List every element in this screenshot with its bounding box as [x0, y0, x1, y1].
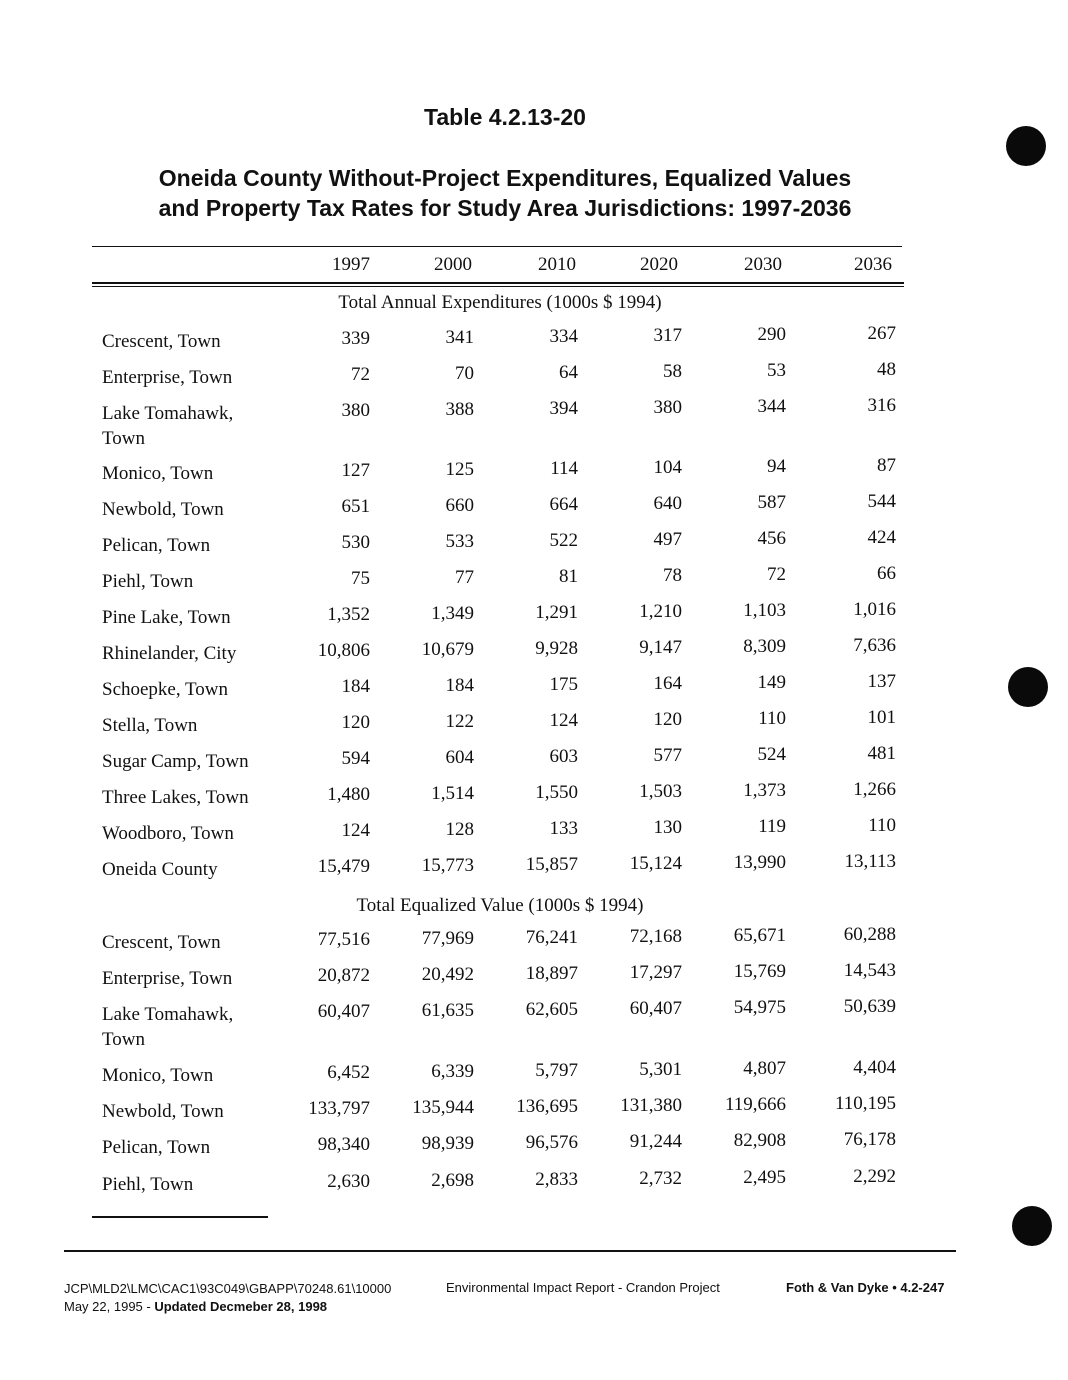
table-cell: 8,309	[743, 636, 786, 657]
table-cell: 660	[445, 495, 474, 516]
table-cell: 110	[758, 708, 786, 729]
table-cell: 524	[757, 744, 786, 765]
row-label: Crescent, Town	[102, 932, 221, 953]
table-cell: 594	[341, 748, 370, 769]
table-cell: 48	[877, 359, 896, 380]
table-cell: 481	[867, 743, 896, 764]
table-end-rule	[92, 1216, 268, 1218]
table-cell: 130	[653, 817, 682, 838]
year-header: 2020	[640, 254, 678, 275]
header-double-rule	[92, 286, 904, 287]
row-label: Woodboro, Town	[102, 823, 234, 844]
table-cell: 339	[341, 328, 370, 349]
table-cell: 530	[341, 532, 370, 553]
table-cell: 131,380	[620, 1095, 682, 1116]
table-cell: 72	[351, 364, 370, 385]
table-cell: 533	[445, 531, 474, 552]
table-cell: 72,168	[629, 926, 682, 947]
table-cell: 76,178	[843, 1129, 896, 1150]
table-cell: 135,944	[412, 1097, 474, 1118]
table-cell: 114	[550, 458, 578, 479]
table-cell: 317	[653, 325, 682, 346]
table-cell: 604	[445, 747, 474, 768]
table-cell: 15,769	[733, 961, 786, 982]
table-cell: 66	[877, 563, 896, 584]
row-label: Piehl, Town	[102, 571, 194, 592]
table-cell: 267	[867, 323, 896, 344]
table-cell: 1,210	[639, 601, 682, 622]
table-cell: 91,244	[629, 1131, 682, 1152]
footer-report: Environmental Impact Report - Crandon Project	[446, 1280, 720, 1295]
table-cell: 2,292	[853, 1166, 896, 1187]
table-cell: 380	[653, 397, 682, 418]
row-label: Pelican, Town	[102, 1137, 211, 1158]
table-cell: 334	[549, 326, 578, 347]
table-cell: 1,480	[327, 784, 370, 805]
table-cell: 110,195	[834, 1093, 896, 1114]
table-cell: 62,605	[525, 999, 578, 1020]
table-cell: 4,404	[853, 1057, 896, 1078]
table-cell: 394	[549, 398, 578, 419]
table-cell: 164	[653, 673, 682, 694]
row-label: Schoepke, Town	[102, 679, 229, 700]
table-cell: 82,908	[733, 1130, 786, 1151]
table-cell: 13,990	[733, 852, 786, 873]
table-cell: 60,288	[843, 924, 896, 945]
section-header-expenditures: Total Annual Expenditures (1000s $ 1994)	[338, 292, 662, 313]
table-cell: 133,797	[308, 1098, 370, 1119]
table-cell: 77,969	[421, 928, 474, 949]
table-cell: 124	[549, 710, 578, 731]
table-cell: 6,339	[431, 1061, 474, 1082]
table-cell: 87	[877, 455, 896, 476]
table-cell: 119	[758, 816, 786, 837]
table-cell: 125	[445, 459, 474, 480]
row-label: Newbold, Town	[102, 499, 224, 520]
table-cell: 9,928	[535, 638, 578, 659]
title-line-1: Oneida County Without-Project Expenditures, Equalized Values	[158, 165, 852, 191]
table-cell: 98,939	[421, 1133, 474, 1154]
table-cell: 133	[549, 818, 578, 839]
table-cell: 587	[757, 492, 786, 513]
table-cell: 119,666	[724, 1094, 786, 1115]
table-cell: 2,698	[431, 1170, 474, 1191]
table-cell: 1,016	[853, 599, 896, 620]
table-title	[0, 163, 1010, 223]
table-cell: 122	[445, 711, 474, 732]
row-label: Enterprise, Town	[102, 968, 233, 989]
table-cell: 104	[653, 457, 682, 478]
table-cell: 664	[549, 494, 578, 515]
row-label: Enterprise, Town	[102, 367, 233, 388]
table-cell: 136,695	[516, 1096, 578, 1117]
table-cell: 1,503	[639, 781, 682, 802]
table-cell: 6,452	[327, 1062, 370, 1083]
table-cell: 101	[867, 707, 896, 728]
footer-dates: May 22, 1995 -	[64, 1299, 155, 1314]
table-cell: 184	[341, 676, 370, 697]
footer-rule	[64, 1250, 956, 1252]
table-cell: 124	[341, 820, 370, 841]
row-label: Stella, Town	[102, 715, 198, 736]
table-cell: 577	[653, 745, 682, 766]
table-cell: 61,635	[421, 1000, 474, 1021]
table-cell: 651	[341, 496, 370, 517]
binder-hole	[1006, 126, 1046, 166]
table-cell: 456	[757, 528, 786, 549]
table-cell: 60,407	[317, 1001, 370, 1022]
year-header: 2010	[538, 254, 576, 275]
table-cell: 53	[767, 360, 786, 381]
table-cell: 50,639	[843, 996, 896, 1017]
table-cell: 98,340	[317, 1134, 370, 1155]
table-cell: 380	[341, 400, 370, 421]
table-cell: 120	[653, 709, 682, 730]
table-cell: 15,773	[421, 855, 474, 876]
table-cell: 5,301	[639, 1059, 682, 1080]
row-label: Lake Tomahawk, Town	[102, 1004, 234, 1050]
table-cell: 81	[559, 566, 578, 587]
table-cell: 388	[445, 399, 474, 420]
table-cell: 128	[445, 819, 474, 840]
table-cell: 110	[868, 815, 896, 836]
table-cell: 72	[767, 564, 786, 585]
row-label: Lake Tomahawk, Town	[102, 403, 234, 449]
table-cell: 76,241	[525, 927, 578, 948]
table-cell: 544	[867, 491, 896, 512]
table-cell: 15,479	[317, 856, 370, 877]
row-label: Monico, Town	[102, 463, 214, 484]
table-cell: 120	[341, 712, 370, 733]
row-label: Piehl, Town	[102, 1174, 194, 1195]
row-label: Oneida County	[102, 859, 218, 880]
table-cell: 341	[445, 327, 474, 348]
table-cell: 75	[351, 568, 370, 589]
table-cell: 58	[663, 361, 682, 382]
table-number: Table 4.2.13-20	[424, 104, 586, 130]
header-double-rule	[92, 282, 904, 284]
row-label: Rhinelander, City	[102, 643, 237, 664]
table-cell: 94	[767, 456, 786, 477]
table-cell: 424	[867, 527, 896, 548]
table-cell: 60,407	[629, 998, 682, 1019]
title-line-2: and Property Tax Rates for Study Area Jurisdictions: 1997-2036	[158, 195, 852, 221]
table-cell: 1,266	[853, 779, 896, 800]
row-label: Pine Lake, Town	[102, 607, 231, 628]
table-cell: 2,732	[639, 1168, 682, 1189]
table-cell: 184	[445, 675, 474, 696]
table-cell: 20,872	[317, 965, 370, 986]
table-cell: 15,124	[629, 853, 682, 874]
table-cell: 14,543	[843, 960, 896, 981]
table-cell: 640	[653, 493, 682, 514]
table-cell: 5,797	[535, 1060, 578, 1081]
table-cell: 64	[559, 362, 578, 383]
footer-page: Foth & Van Dyke • 4.2-247	[786, 1280, 945, 1295]
table-cell: 1,352	[327, 604, 370, 625]
section-header-equalized-value: Total Equalized Value (1000s $ 1994)	[356, 895, 644, 916]
table-cell: 497	[653, 529, 682, 550]
table-cell: 2,833	[535, 1169, 578, 1190]
table-cell: 4,807	[743, 1058, 786, 1079]
table-cell: 1,349	[431, 603, 474, 624]
table-cell: 18,897	[525, 963, 578, 984]
table-cell: 1,373	[743, 780, 786, 801]
table-cell: 70	[455, 363, 474, 384]
table-cell: 13,113	[844, 851, 896, 872]
table-cell: 603	[549, 746, 578, 767]
table-cell: 522	[549, 530, 578, 551]
footer-dates-line	[64, 1298, 391, 1316]
table-cell: 1,514	[431, 783, 474, 804]
table-cell: 77,516	[317, 929, 370, 950]
table-cell: 7,636	[853, 635, 896, 656]
table-top-rule	[92, 246, 902, 247]
table-cell: 17,297	[629, 962, 682, 983]
table-cell: 344	[757, 396, 786, 417]
table-cell: 54,975	[733, 997, 786, 1018]
binder-hole	[1012, 1206, 1052, 1246]
table-cell: 1,291	[535, 602, 578, 623]
table-cell: 78	[663, 565, 682, 586]
table-cell: 10,806	[317, 640, 370, 661]
year-header: 2030	[744, 254, 782, 275]
year-header: 2036	[854, 254, 892, 275]
table-cell: 2,495	[743, 1167, 786, 1188]
footer-left	[64, 1280, 391, 1316]
table-cell: 316	[867, 395, 896, 416]
row-label: Crescent, Town	[102, 331, 221, 352]
binder-hole	[1008, 667, 1048, 707]
table-cell: 96,576	[525, 1132, 578, 1153]
table-cell: 65,671	[733, 925, 786, 946]
table-cell: 137	[867, 671, 896, 692]
row-label: Sugar Camp, Town	[102, 751, 249, 772]
table-cell: 9,147	[639, 637, 682, 658]
year-header-row	[0, 254, 1068, 280]
footer-path: JCP\MLD2\LMC\CAC1\93C049\GBAPP\70248.61\10000	[64, 1281, 392, 1296]
row-label: Monico, Town	[102, 1065, 214, 1086]
table-cell: 1,550	[535, 782, 578, 803]
table-cell: 127	[341, 460, 370, 481]
year-header: 2000	[434, 254, 472, 275]
footer-updated: Updated Decmeber 28, 1998	[154, 1299, 328, 1314]
table-cell: 10,679	[421, 639, 474, 660]
row-label: Three Lakes, Town	[102, 787, 249, 808]
table-cell: 77	[455, 567, 474, 588]
table-cell: 15,857	[525, 854, 578, 875]
table-cell: 2,630	[327, 1171, 370, 1192]
year-header: 1997	[332, 254, 370, 275]
table-cell: 20,492	[421, 964, 474, 985]
table-cell: 290	[757, 324, 786, 345]
table-cell: 175	[549, 674, 578, 695]
table-cell: 149	[757, 672, 786, 693]
row-label: Pelican, Town	[102, 535, 211, 556]
table-cell: 1,103	[743, 600, 786, 621]
row-label: Newbold, Town	[102, 1101, 224, 1122]
